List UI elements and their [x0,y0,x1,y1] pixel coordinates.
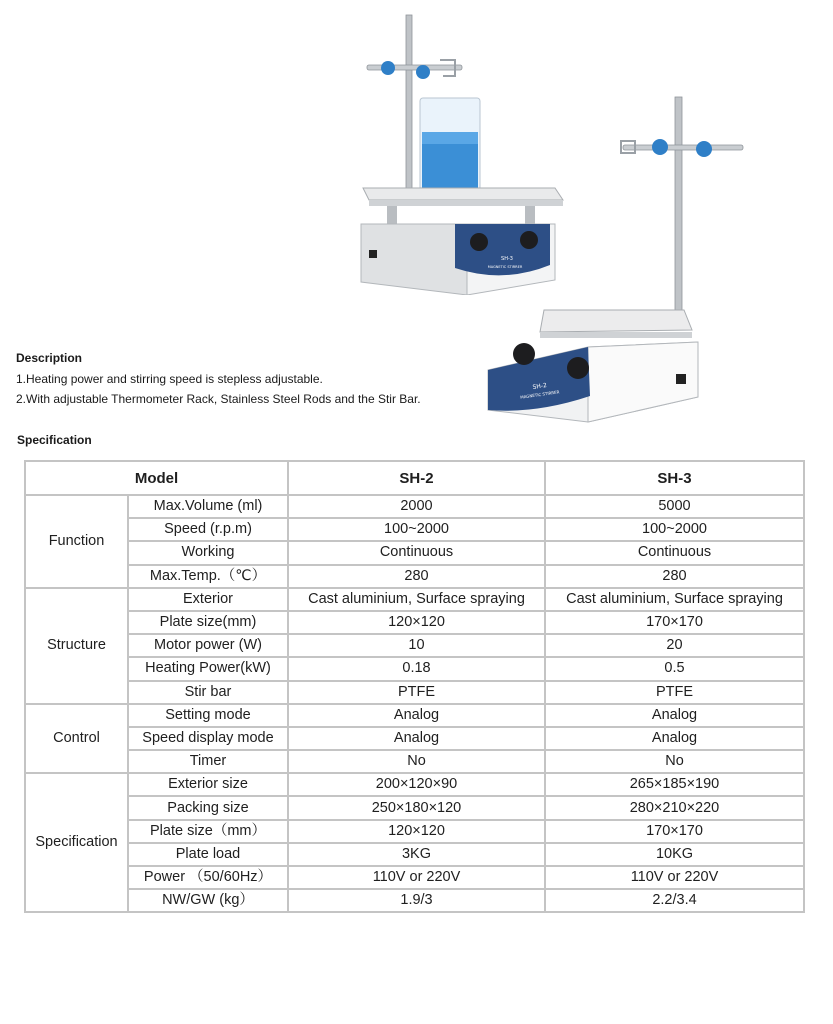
sh2-value: 200×120×90 [288,773,545,796]
row-label: Plate size(mm) [128,611,288,634]
table-row [25,843,804,866]
sh2-value: 3KG [288,843,545,866]
table-row [25,634,804,657]
product-model-label: SH-2 [532,382,548,391]
row-label: Stir bar [128,681,288,704]
table-row [25,565,804,588]
row-label: Motor power (W) [128,634,288,657]
table-header-row [25,461,804,495]
table-row [25,588,804,611]
sh3-value: Analog [545,704,804,727]
table-row [25,866,804,889]
table-row [25,796,804,819]
table-row [25,820,804,843]
sh2-value: Analog [288,704,545,727]
table-row [25,773,804,796]
description-line-1: 1.Heating power and stirring speed is stepless adjustable. [16,372,323,386]
row-label: Plate load [128,843,288,866]
row-label: Working [128,541,288,564]
row-label: Exterior [128,588,288,611]
sh3-header: SH-3 [545,461,804,495]
sh2-value: 0.18 [288,657,545,680]
description-heading: Description [16,351,83,365]
description-line-2: 2.With adjustable Thermometer Rack, Stainless Steel Rods and the Stir Bar. [16,392,421,406]
row-label: Plate size（mm） [128,820,288,843]
row-label: Max.Volume (ml) [128,495,288,518]
sh3-value: Cast aluminium, Surface spraying [545,588,804,611]
magnetic-stirrer-with-rod-image [478,92,753,432]
sh3-value: 280×210×220 [545,796,804,819]
sh3-value: 20 [545,634,804,657]
sh2-value: Analog [288,727,545,750]
product-brand-label: MAGNETIC STIRRER [519,389,560,400]
table-row [25,681,804,704]
sh3-value: 0.5 [545,657,804,680]
sh3-value: 10KG [545,843,804,866]
sh3-value: Continuous [545,541,804,564]
sh3-value: PTFE [545,681,804,704]
table-row [25,611,804,634]
table-row [25,750,804,773]
row-label: Power （50/60Hz） [128,866,288,889]
row-label: Speed (r.p.m) [128,518,288,541]
group-label-structure: Structure [25,588,128,704]
sh2-header: SH-2 [288,461,545,495]
row-label: Setting mode [128,704,288,727]
group-label-specification: Specification [25,773,128,912]
sh2-value: 110V or 220V [288,866,545,889]
sh3-value: 280 [545,565,804,588]
sh2-value: 120×120 [288,820,545,843]
sh3-value: 5000 [545,495,804,518]
sh2-value: Cast aluminium, Surface spraying [288,588,545,611]
table-row [25,727,804,750]
sh2-value: PTFE [288,681,545,704]
sh2-value: 280 [288,565,545,588]
row-label: Speed display mode [128,727,288,750]
sh3-value: 2.2/3.4 [545,889,804,912]
sh3-value: No [545,750,804,773]
specification-heading: Specification [17,433,92,447]
row-label: Timer [128,750,288,773]
table-row [25,518,804,541]
sh2-value: 120×120 [288,611,545,634]
sh2-value: 250×180×120 [288,796,545,819]
model-header: Model [25,461,288,495]
row-label: Heating Power(kW) [128,657,288,680]
row-label: Packing size [128,796,288,819]
table-row [25,657,804,680]
table-row [25,495,804,518]
sh3-value: 100~2000 [545,518,804,541]
row-label: Exterior size [128,773,288,796]
sh3-value: 170×170 [545,820,804,843]
row-label: Max.Temp.（℃） [128,565,288,588]
sh3-value: 170×170 [545,611,804,634]
row-label: NW/GW (kg） [128,889,288,912]
table-row [25,541,804,564]
sh2-value: 1.9/3 [288,889,545,912]
table-row [25,704,804,727]
sh3-value: 265×185×190 [545,773,804,796]
sh3-value: Analog [545,727,804,750]
sh2-value: No [288,750,545,773]
product-model-label: SH-3 [501,256,513,262]
table-row [25,889,804,912]
group-label-control: Control [25,704,128,774]
sh2-value: 2000 [288,495,545,518]
group-label-function: Function [25,495,128,588]
sh2-value: Continuous [288,541,545,564]
specification-table [24,460,805,913]
sh3-value: 110V or 220V [545,866,804,889]
sh2-value: 10 [288,634,545,657]
product-brand-label: MAGNETIC STIRRER [487,265,523,269]
sh2-value: 100~2000 [288,518,545,541]
